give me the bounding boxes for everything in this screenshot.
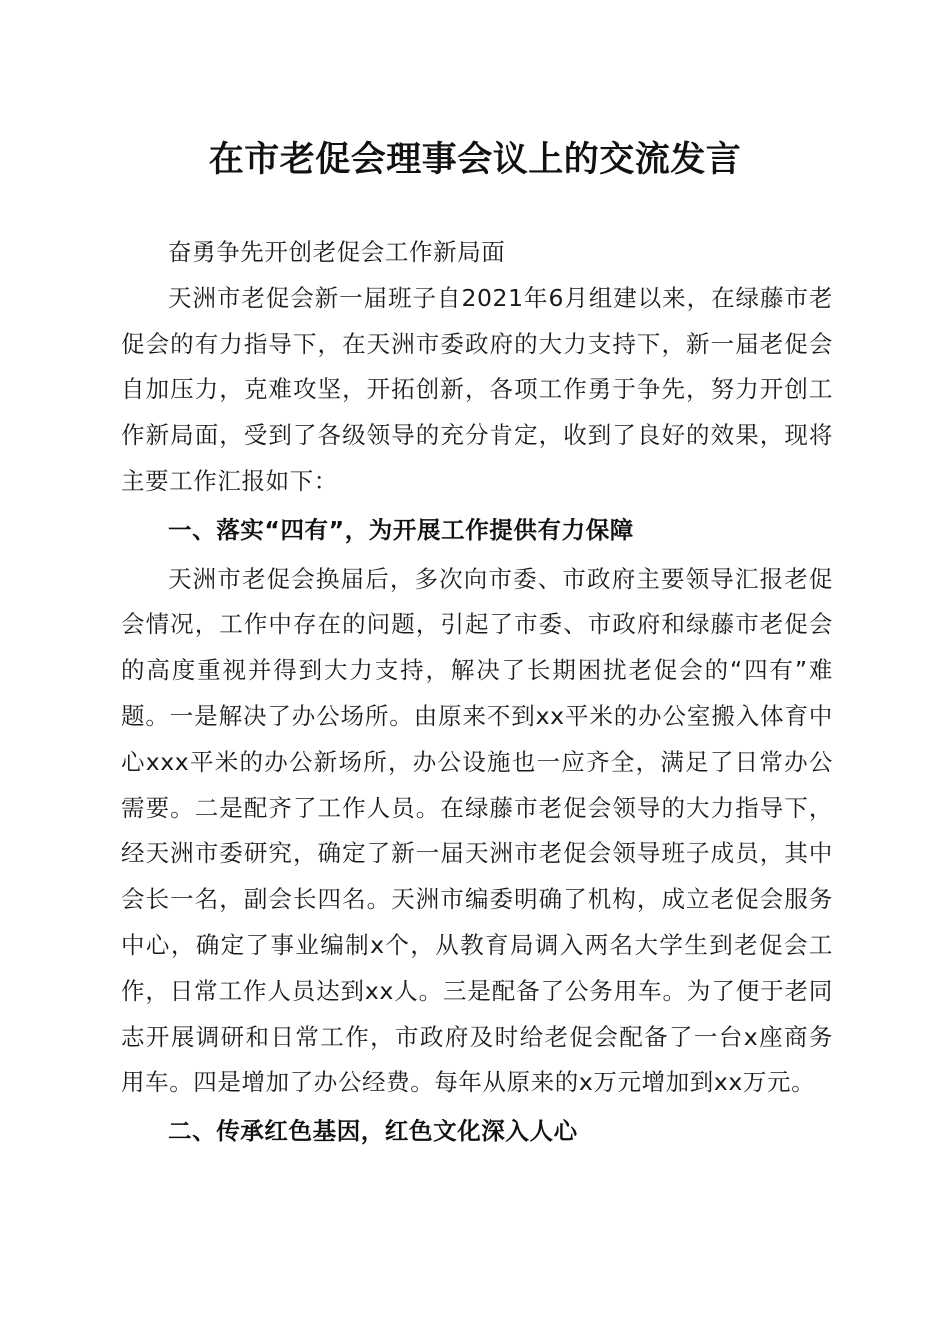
section-1-heading: 一、落实“四有”，为开展工作提供有力保障 — [168, 515, 634, 544]
subtitle-paragraph: 奋勇争先开创老促会工作新局面 — [168, 238, 506, 266]
document-body — [121, 230, 833, 1158]
intro-paragraph: 天洲市老促会新一届班子自2021年6月组建以来，在绿藤市老促会的有力指导下，在天洲市委政府的大力支持下，新一届老促会自加压力，克难攻坚，开拓创新，各项工作勇于争先，努力开创工作新局面，受到了各级领导的充分肯定，收到了良好的效果，现将主要工作汇报如下： — [121, 283, 833, 495]
section-2-heading: 二、传承红色基因，红色文化深入人心 — [168, 1117, 578, 1146]
document-title: 在市老促会理事会议上的交流发言 — [208, 139, 742, 180]
section-1-paragraph: 天洲市老促会换届后，多次向市委、市政府主要领导汇报老促会情况，工作中存在的问题，引起了市委、市政府和绿藤市老促会的高度重视并得到大力支持，解决了长期困扰老促会的“四有”难题。一是解决了办公场所。由原来不到xx平米的办公室搬入体育中心xxx平米的办公新场所，办公设施也一应齐全，满足了日常办公需要。二是配齐了工作人员。在绿藤市老促会领导的大力指导下，经天洲市委研究，确定了新一届天洲市老促会领导班子成员，其中会长一名，副会长四名。天洲市编委明确了机构，成立老促会服务中心，确定了事业编制x个，从教育局调入两名大学生到老促会工作，日常工作人员达到xx人。三是配备了公务用车。为了便于老同志开展调研和日常工作，市政府及时给老促会配备了一台x座商务用车。四是增加了办公经费。每年从原来的x万元增加到xx万元。 — [121, 564, 833, 1097]
